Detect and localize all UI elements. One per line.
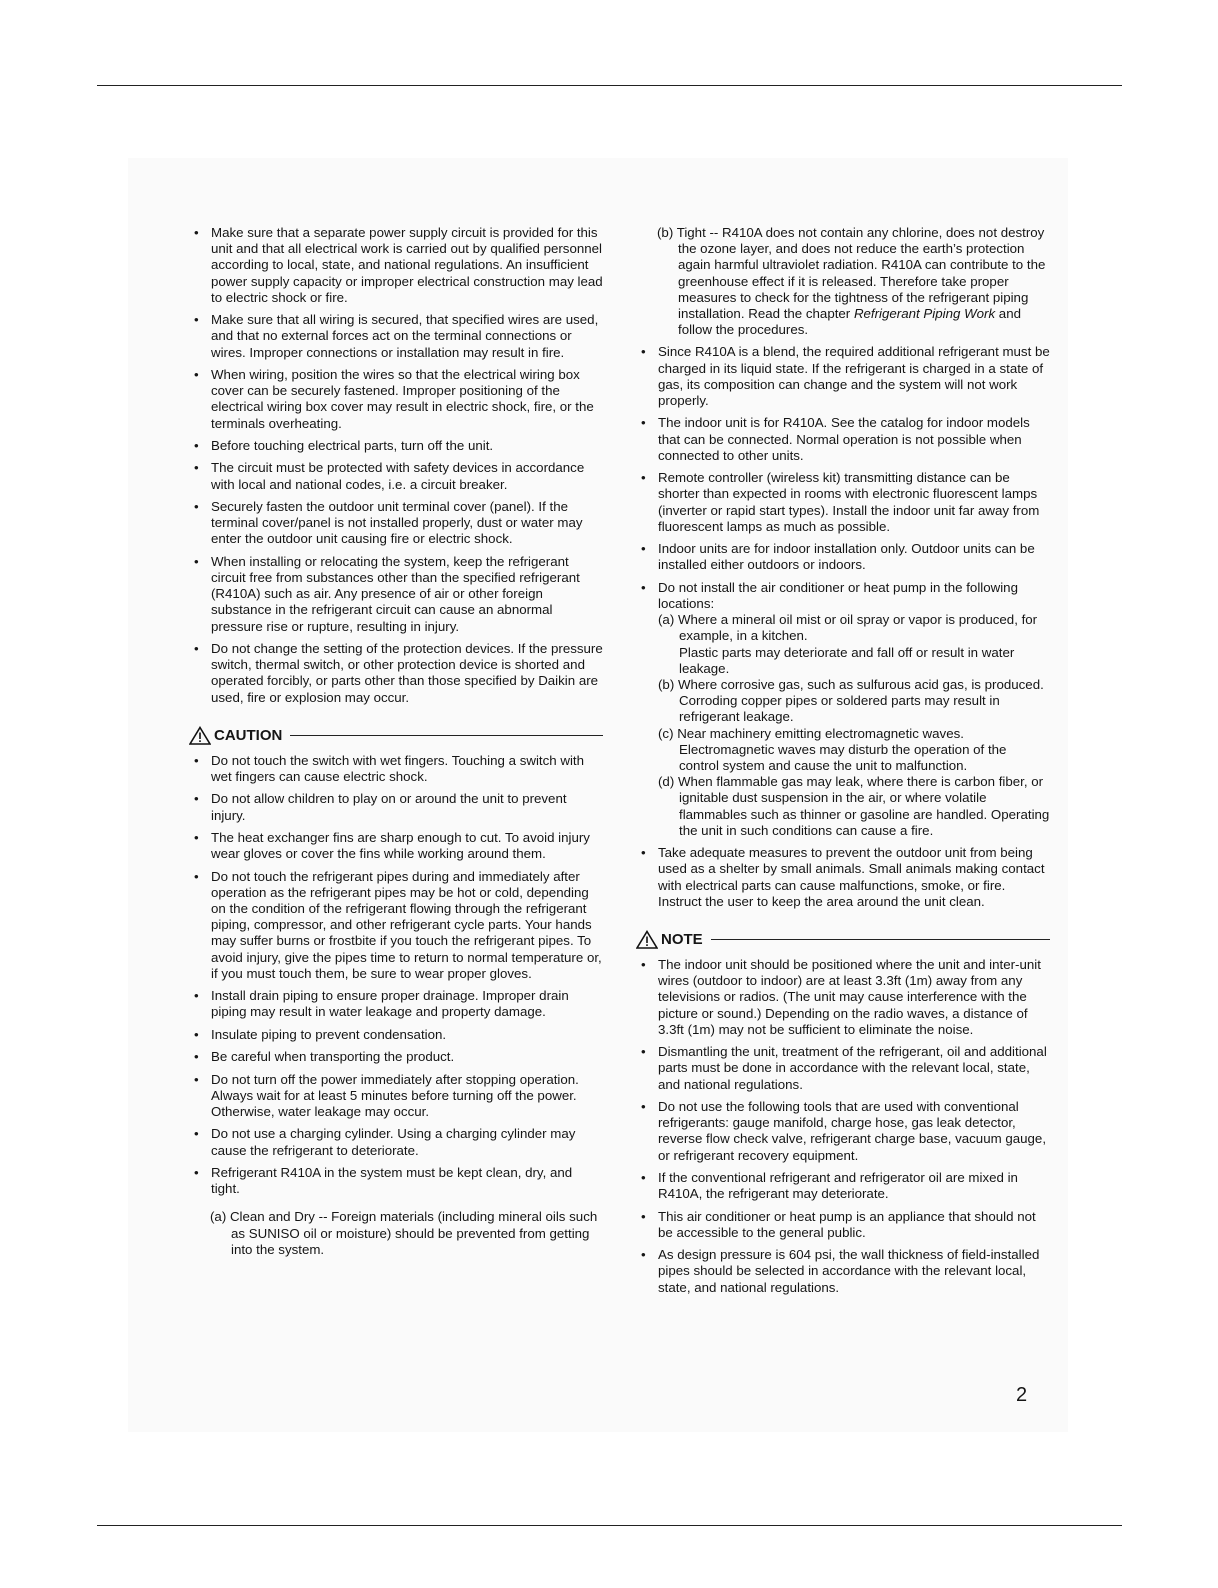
- clean-dry-subitem: (a) Clean and Dry -- Foreign materials (including mineral oils such as SUNISO oil or moisture) should be prevented from getting into the system.: [210, 1209, 598, 1257]
- location-item: (d) When flammable gas may leak, where there is carbon fiber, or ignitable dust suspension in the air, or where volatile flammables such as thinner or gasoline are handled. Operating the unit in such conditions can cause a fire.: [658, 774, 1050, 838]
- list-item: • Before touching electrical parts, turn off the unit.: [193, 438, 603, 454]
- caution-title: CAUTION: [214, 726, 283, 744]
- chapter-reference: Refrigerant Piping Work: [853, 306, 996, 322]
- caution-heading: [189, 726, 603, 745]
- note-heading: [636, 930, 1050, 949]
- bottom-rule: [97, 1525, 1122, 1526]
- note-title: NOTE: [661, 931, 703, 949]
- list-item: • Indoor units are for indoor installation only. Outdoor units can be installed either outdoors or indoors.: [640, 541, 1050, 573]
- list-item: • The heat exchanger fins are sharp enough to cut. To avoid injury wear gloves or cover the fins while working around them.: [193, 830, 603, 862]
- note-rule: [711, 939, 1050, 941]
- caution-rule: [290, 735, 603, 737]
- top-rule: [97, 85, 1122, 86]
- list-item: • Do not touch the switch with wet fingers. Touching a switch with wet fingers can cause electric shock.: [193, 753, 603, 785]
- list-item: • As design pressure is 604 psi, the wall thickness of field-installed pipes should be selected in accordance with the relevant local, state, and national regulations.: [640, 1247, 1050, 1296]
- right-column: [640, 225, 1050, 1302]
- location-item: (c) Near machinery emitting electromagnetic waves. Electromagnetic waves may disturb the operation of the control system and cause the unit to malfunction.: [658, 725, 1007, 774]
- tight-text-end: and follow the procedures.: [678, 306, 1021, 338]
- list-item: • The indoor unit is for R410A. See the catalog for indoor models that can be connected. Normal operation is not possible when connected to other units.: [640, 415, 1050, 464]
- list-item: • Do not touch the refrigerant pipes during and immediately after operation as the refrigerant pipes may be hot or cold, depending on the condition of the refrigerant flowing through the refrigerant piping, compressor, and other refrigerant cycle parts. Your hands may suffer burns or frostbite if you touch the refrigerant pipes. To avoid injury, give the pipes time to return to normal temperature or, if you must touch them, be sure to wear proper gloves.: [193, 869, 603, 982]
- locations-intro: Do not install the air conditioner or heat pump in the following locations:: [658, 579, 1018, 612]
- list-item: • Do not change the setting of the protection devices. If the pressure switch, thermal switch, or other protection device is shorted and operated forcibly, or parts other than those specified by Daikin are used, fire or explosion may occur.: [193, 641, 603, 706]
- tight-text: (b) Tight -- R410A does not contain any chlorine, does not destroy the ozone layer, and does not reduce the earth’s protection again harmful ultraviolet radiation. R410A can contribute to the greenhouse effect if it is released. Therefore take proper measures to check for the tightness of the refrigerant piping installation. Read the chapter: [657, 225, 1046, 322]
- right-list: [640, 344, 1050, 910]
- warning-list: [193, 225, 603, 706]
- list-item: • Remote controller (wireless kit) transmitting distance can be shorter than expected in rooms with electronic fluorescent lamps (inverter or rapid start types). Install the indoor unit far away from fluorescent lamps as much as possible.: [640, 470, 1050, 535]
- list-item: • Do not use a charging cylinder. Using a charging cylinder may cause the refrigerant to deteriorate.: [193, 1126, 603, 1158]
- list-item: • Be careful when transporting the product.: [193, 1049, 603, 1065]
- list-item: • Insulate piping to prevent condensation.: [193, 1027, 603, 1043]
- list-item: • The circuit must be protected with safety devices in accordance with local and national codes, i.e. a circuit breaker.: [193, 460, 603, 492]
- caution-list: [193, 753, 603, 1198]
- list-item: • This air conditioner or heat pump is an appliance that should not be accessible to the general public.: [640, 1209, 1050, 1241]
- tight-subitem: [657, 225, 1050, 338]
- left-column: [193, 225, 603, 1258]
- list-item: • Refrigerant R410A in the system must be kept clean, dry, and tight.: [193, 1165, 603, 1197]
- location-item: (b) Where corrosive gas, such as sulfurous acid gas, is produced. Corroding copper pipes or soldered parts may result in refrigerant leakage.: [658, 677, 1044, 725]
- list-item-locations: [640, 580, 1050, 839]
- list-item: • Do not allow children to play on or around the unit to prevent injury.: [193, 791, 603, 823]
- warning-triangle-icon: [189, 726, 211, 745]
- page-number: 2: [1016, 1384, 1028, 1406]
- list-item: • Do not turn off the power immediately after stopping operation. Always wait for at least 5 minutes before turning off the power. Otherwise, water leakage may occur.: [193, 1072, 603, 1121]
- location-item: (a) Where a mineral oil mist or oil spray or vapor is produced, for example, in a kitchen. Plastic parts may deteriorate and fall off or result in water leakage.: [658, 612, 1038, 676]
- list-item: • Make sure that all wiring is secured, that specified wires are used, and that no external forces act on the terminal connections or wires. Improper connections or installation may result in fire.: [193, 312, 603, 361]
- list-item: • Take adequate measures to prevent the outdoor unit from being used as a shelter by small animals. Small animals making contact with electrical parts can cause malfunctions, smoke, or fire. Instruct the user to keep the area around the unit clean.: [640, 845, 1050, 910]
- list-item: • When wiring, position the wires so that the electrical wiring box cover can be securely fastened. Improper positioning of the electrical wiring box cover may result in electric shock, fire, or the terminals overheating.: [193, 367, 603, 432]
- list-item: • Securely fasten the outdoor unit terminal cover (panel). If the terminal cover/panel is not installed properly, dust or water may enter the outdoor unit causing fire or electric shock.: [193, 499, 603, 548]
- note-list: [640, 957, 1050, 1296]
- list-item: • Since R410A is a blend, the required additional refrigerant must be charged in its liquid state. If the refrigerant is charged in a state of gas, its composition can change and the system will not work properly.: [640, 344, 1050, 409]
- list-item: • The indoor unit should be positioned where the unit and inter-unit wires (outdoor to indoor) are at least 3.3ft (1m) away from any televisions or radios. (The unit may cause interference with the picture or sound.) Depending on the radio waves, a distance of 3.3ft (1m) may not be sufficient to eliminate the noise.: [640, 957, 1050, 1038]
- list-item: • If the conventional refrigerant and refrigerator oil are mixed in R410A, the refrigerant may deteriorate.: [640, 1170, 1050, 1202]
- list-item: • Do not use the following tools that are used with conventional refrigerants: gauge manifold, charge hose, gas leak detector, reverse flow check valve, refrigerant charge base, vacuum gauge, or refrigerant recovery equipment.: [640, 1099, 1050, 1164]
- list-item: • When installing or relocating the system, keep the refrigerant circuit free from substances other than the specified refrigerant (R410A) such as air. Any presence of air or other foreign substance in the refrigerant circuit can cause an abnormal pressure rise or rupture, resulting in injury.: [193, 554, 603, 635]
- warning-triangle-icon: [636, 930, 658, 949]
- list-item: • Make sure that a separate power supply circuit is provided for this unit and that all electrical work is carried out by qualified personnel according to local, state, and national regulations. An insufficient power supply capacity or improper electrical construction may lead to electric shock or fire.: [193, 225, 603, 306]
- list-item: • Install drain piping to ensure proper drainage. Improper drain piping may result in water leakage and property damage.: [193, 988, 603, 1020]
- list-item: • Dismantling the unit, treatment of the refrigerant, oil and additional parts must be done in accordance with the relevant local, state, and national regulations.: [640, 1044, 1050, 1093]
